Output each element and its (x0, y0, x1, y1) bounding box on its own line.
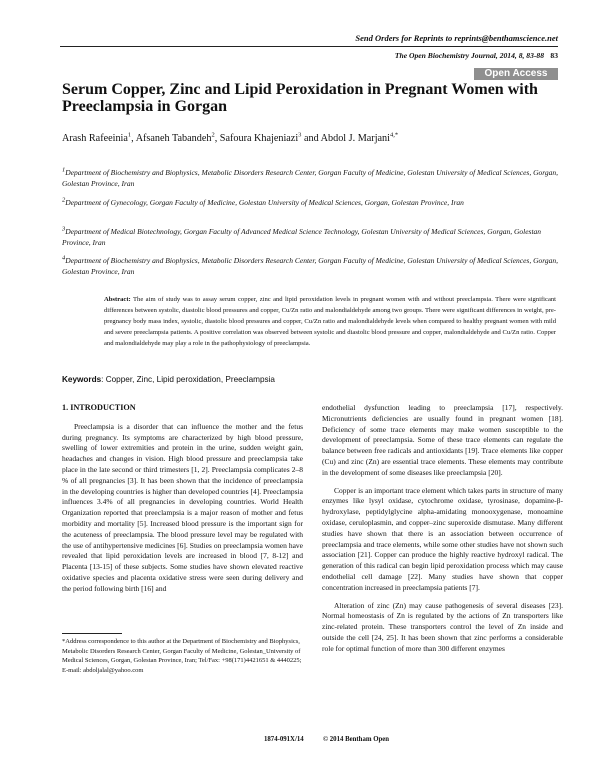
abstract (104, 295, 556, 350)
reprints-notice: Send Orders for Reprints to reprints@benthamscience.net (355, 33, 558, 43)
affiliation-text: Department of Medical Biotechnology, Gorgan Faculty of Advanced Medical Science Technology, Golestan University of Medical Sciences, Gorgan, Golestan Province, Iran (62, 227, 542, 247)
body-paragraph: Alteration of zinc (Zn) may cause pathogenesis of several diseases [23]. Normal homeostasis of Zn is regulated by the actions of Zn transporters like zinc-related protein. These transporters control the level of Zn inside and outside the cell [24, 25]. It has been shown that zinc performs a considerable role for optimal function of more than 300 different enzymes (322, 600, 563, 653)
page-number: 83 (550, 51, 558, 60)
author-separator: , (131, 133, 136, 144)
abstract-text: The aim of study was to assay serum copper, zinc and lipid peroxidation levels in pregnant women with and without preeclampsia. There were significant differences between systolic, diastolic blood pressures and copper, Cu/Zn ratio and malondialdehyde among two groups. There were significant differences in weight, pre-pregnancy body mass index, systolic, diastolic blood pressures and copper, Cu/Zn ratio and malondialdehyde levels when compared to healthy pregnant women with mild and severe preeclampsia patients. A positive correlation was observed between systolic and diastolic blood pressure and copper, malondialdehyde and Cu/Zn ratio. Copper and malondialdehyde may play a role in the pathophysiology of preeclampsia. (104, 296, 556, 347)
footer-issn: 1874-091X/14 (264, 736, 304, 743)
body-paragraph: Preeclampsia is a disorder that can influence the mother and the fetus during pregnancy. Its symptoms are characterized by high blood pressure, swelling of lower extremities and protein in the urine, sudden weight gain, headaches and changes in vision. High blood pressure and preeclampsia take place in the late second or third trimesters [1, 2]. Preeclampsia complicates 2–8 % of all pregnancies [3]. It has been shown that the incidence of preeclampsia in the developing countries is higher than developed countries [4]. Preeclampsia influences 3.4% of all pregnancies in developing countries. World Health Organization reported that preeclampsia is a major reason of mother and fetus morbidity and mortality [5]. Increased blood pressure is the important sign for the acuteness of preeclampsia. The blood pressure level may be regulated with the use of antihypertensive medicines [6]. Studies on preeclampsia women have revealed that lipid peroxidation levels are increased in blood [7, 8-12] and Placenta [13-15] of these subjects. Some studies have shown elevated reactive oxidative species and placenta oxidative stress were seen during delivery and the period following birth [16] and (62, 421, 303, 593)
author-name: Abdol J. Marjani (320, 133, 390, 144)
author-name: Arash Rafeeinia (62, 133, 128, 144)
author-affiliation-mark: 1 (127, 131, 132, 139)
author-separator: , (214, 133, 220, 144)
affiliation-text: Department of Gynecology, Gorgan Faculty of Medicine, Golestan University of Medical Sciences, Gorgan, Golestan Province, Iran (65, 198, 464, 207)
footer-publisher-text: 2014 Bentham Open (329, 736, 390, 743)
correspondence-footnote: *Address correspondence to this author at the Department of Biochemistry and Biophysics, Metabolic Disorders Research Center, Gorgan Faculty of Medicine, Golestan_University of Medical Sciences, Gorgan, Golestan Province, Iran; Tel/Fax: +98(171)4421651 & 4440225; E-mail: abdoljalal@yahoo.com (62, 638, 302, 674)
author-separator: and (301, 133, 321, 144)
affiliation-2 (62, 197, 562, 208)
right-column (322, 403, 563, 655)
author-affiliation-mark: 4,* (389, 131, 399, 139)
keywords (62, 375, 562, 384)
header-rule (60, 46, 558, 47)
affiliation-text: Department of Biochemistry and Biophysics, Metabolic Disorders Research Center, Gorgan Faculty of Medicine, Golestan University of Medical Sciences, Gorgan, Golestan Province, Iran (62, 256, 558, 276)
keywords-text: : Copper, Zinc, Lipid peroxidation, Preeclampsia (101, 375, 275, 384)
author-name: Safoura Khajeniazi (219, 133, 299, 144)
author-affiliation-mark: 2 (211, 131, 215, 139)
affiliation-3 (62, 226, 562, 248)
affiliation-number: 4 (62, 254, 66, 262)
affiliation-number: 1 (62, 166, 66, 174)
footnote-rule (62, 633, 122, 634)
keywords-label: Keywords (62, 375, 102, 384)
article-title: Serum Copper, Zinc and Lipid Peroxidation in Pregnant Women with Preeclampsia in Gorgan (62, 81, 538, 115)
affiliation-4 (62, 255, 562, 277)
open-access-badge: Open Access (474, 68, 558, 80)
body-paragraph: Copper is an important trace element which takes parts in structure of many enzymes like lysyl oxidase, cytochrome oxidase, tyrosinase, dopamine-β-hydroxylase, peptidylglycine alpha-amidating monooxygenase, monoamine oxidase, ceruloplasmin, and copper–zinc superoxide dismutase. Many different studies have shown that there is an association between occurrence of preeclampsia and trace elements, while some other studies have not shown such association [21]. Copper can produce the highly reactive hydroxyl radical. The generation of this radical can begin lipid peroxidation process which may cause endothelial cell damage [22]. Many studies have shown that copper concentration increased in preeclampsia patients [7]. (322, 485, 563, 592)
journal-citation: The Open Biochemistry Journal, 2014, 8, 83-88 (394, 51, 544, 60)
abstract-label: Abstract: (104, 296, 131, 303)
left-column (62, 403, 303, 595)
author-affiliation-mark: 3 (298, 131, 302, 139)
footer-publisher: © 2014 Bentham Open (323, 736, 390, 743)
section-heading: 1. INTRODUCTION (62, 403, 136, 412)
affiliation-1 (62, 167, 562, 189)
author-name: Afsaneh Tabandeh (135, 133, 212, 144)
affiliation-number: 3 (62, 225, 66, 233)
affiliation-text: Department of Biochemistry and Biophysics, Metabolic Disorders Research Center, Gorgan Faculty of Medicine, Golestan University of Medical Sciences, Gorgan, Golestan Province, Iran (62, 168, 558, 188)
affiliation-number: 2 (62, 196, 66, 204)
author-list (62, 133, 562, 144)
body-paragraph: endothelial dysfunction leading to preeclampsia [17], respectively. Micronutrients deficiencies are usually found in pregnant women [18]. Deficiency of some trace elements may make women susceptible to the development of preeclampsia. Some of these trace elements can regulate the balance between free radicals and antioxidants [19]. Trace elements like copper (Cu) and zinc (Zn) are essential trace elements. These elements may contribute in the development of some diseases like preeclampsia [20]. (322, 403, 563, 477)
